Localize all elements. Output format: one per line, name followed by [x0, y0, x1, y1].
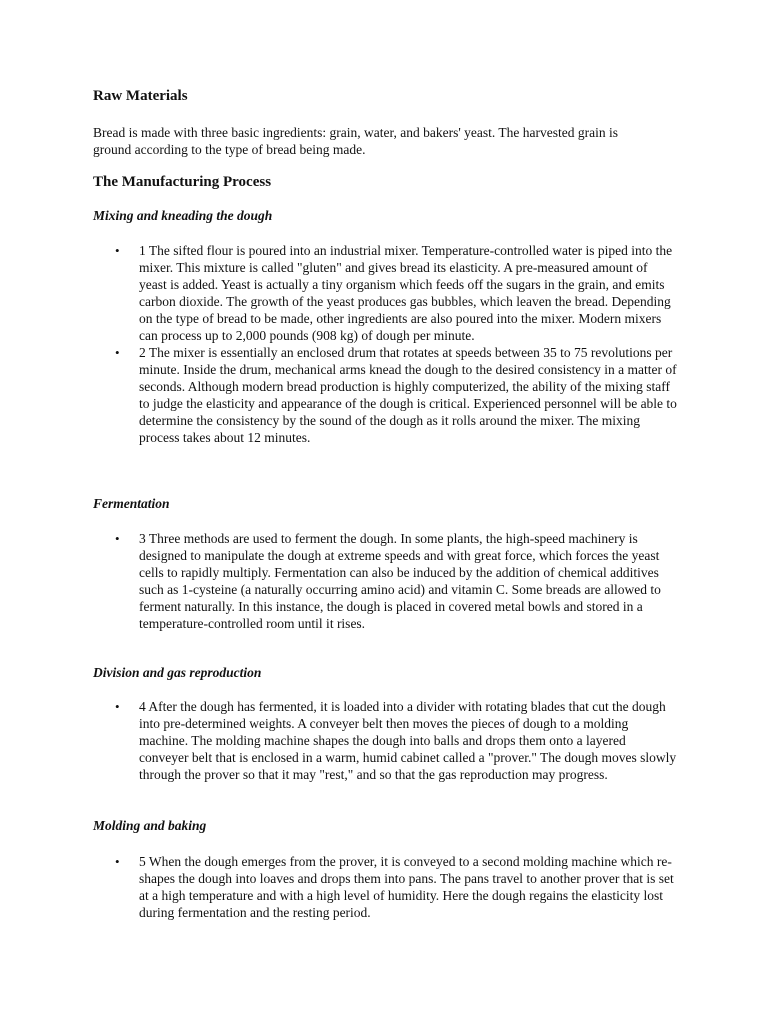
- bullet-icon: •: [115, 699, 120, 714]
- heading-molding: Molding and baking: [93, 818, 207, 833]
- heading-division: Division and gas reproduction: [93, 665, 262, 680]
- list-item-step-5: [93, 853, 677, 921]
- heading-raw-materials: Raw Materials: [93, 88, 188, 104]
- list-item-step-1: [93, 242, 677, 344]
- list-item-text: 1 The sifted flour is poured into an industrial mixer. Temperature-controlled water is piped into the mixer. This mixture is called "gluten" and gives bread its elasticity. A pre-measured amount of yeast is added. Yeast is actually a tiny organism which feeds off the sugars in the grain, and emits carbon dioxide. The growth of the yeast produces gas bubbles, which leaven the bread. Depending on the type of bread to be made, other ingredients are also poured into the mixer. Modern mixers can process up to 2,000 pounds (908 kg) of dough per minute.: [139, 243, 673, 343]
- list-item-step-3: [93, 530, 677, 632]
- list-item-text: 4 After the dough has fermented, it is loaded into a divider with rotating blades that cut the dough into pre-determined weights. A conveyer belt then moves the pieces of dough to a molding machine. The molding machine shapes the dough into balls and drops them onto a layered conveyer belt that is enclosed in a warm, humid cabinet called a "prover." The dough moves slowly through the prover so that it may "rest," and so that the gas reproduction may progress.: [139, 699, 677, 782]
- bullet-icon: •: [115, 854, 120, 869]
- list-item-text: 2 The mixer is essentially an enclosed drum that rotates at speeds between 35 to 75 revolutions per minute. Inside the drum, mechanical arms knead the dough to the desired consistency in a matter of seconds. Although modern bread production is highly computerized, the ability of the mixing staff to judge the elasticity and appearance of the dough is critical. Experienced personnel will be able to determine the consistency by the sound of the dough as it rolls around the mixer. The mixing process takes about 12 minutes.: [139, 345, 677, 445]
- bullet-icon: •: [115, 531, 120, 546]
- heading-fermentation: Fermentation: [93, 496, 170, 511]
- bullet-icon: •: [115, 345, 120, 360]
- list-item-text: 5 When the dough emerges from the prover, it is conveyed to a second molding machine which re-shapes the dough into loaves and drops them into pans. The pans travel to another prover that is set at a high temperature and with a high level of humidity. Here the dough regains the elasticity lost during fermentation and the resting period.: [139, 854, 674, 920]
- mixing-list: [93, 242, 683, 446]
- heading-manufacturing-process: The Manufacturing Process: [93, 174, 272, 190]
- molding-list: [93, 853, 683, 921]
- fermentation-list: [93, 530, 683, 632]
- list-item-step-2: [93, 344, 677, 446]
- list-item-text: 3 Three methods are used to ferment the dough. In some plants, the high-speed machinery is designed to manipulate the dough at extreme speeds and with great force, which forces the yeast cells to rapidly multiply. Fermentation can also be induced by the addition of chemical additives such as 1-cysteine (a naturally occurring amino acid) and vitamin C. Some breads are allowed to ferment naturally. In this instance, the dough is placed in covered metal bowls and stored in a temperature-controlled room until it rises.: [139, 531, 661, 631]
- raw-materials-paragraph: Bread is made with three basic ingredients: grain, water, and bakers' yeast. The harvested grain is ground according to the type of bread being made.: [93, 125, 618, 157]
- division-list: [93, 698, 683, 783]
- list-item-step-4: [93, 698, 677, 783]
- heading-mixing: Mixing and kneading the dough: [93, 208, 273, 223]
- bullet-icon: •: [115, 243, 120, 258]
